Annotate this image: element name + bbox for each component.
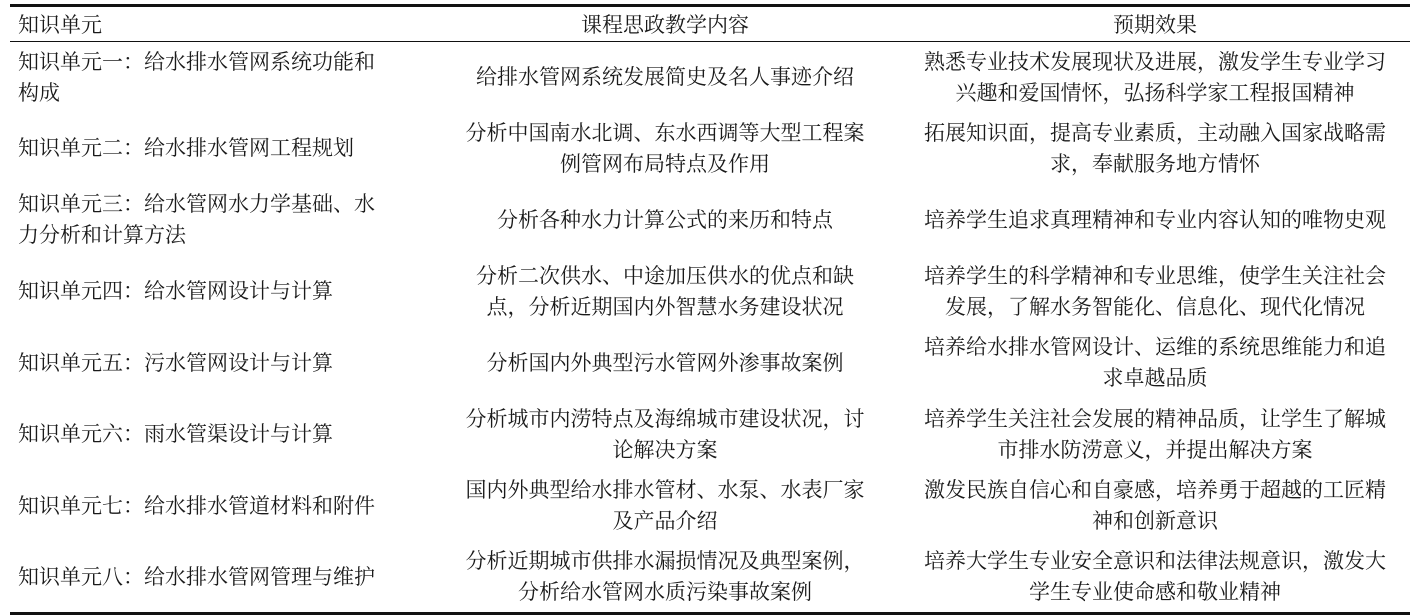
cell-text-line: 构成 <box>18 80 60 105</box>
cell-knowledge-unit <box>10 185 430 257</box>
cell-text-line: 学生专业使命感和敬业精神 <box>1029 580 1281 604</box>
cell-text-line: 分析城市内涝特点及海绵城市建设状况，讨 <box>465 406 865 431</box>
cell-knowledge-unit <box>10 471 430 543</box>
cell-text-line: 发展，了解水务智能化、信息化、现代化情况 <box>945 294 1365 319</box>
cell-knowledge-unit <box>10 328 430 400</box>
cell-text-line: 培养学生关注社会发展的精神品质，让学生了解城 <box>924 406 1386 431</box>
table-row <box>10 256 1410 328</box>
cell-teaching-content <box>430 399 900 471</box>
cell-text-line: 激发民族自信心和自豪感，培养勇于超越的工匠精 <box>924 478 1386 503</box>
cell-text-line: 知识单元二：给水排水管网工程规划 <box>18 136 354 161</box>
cell-text-line: 给排水管网系统发展简史及名人事迹介绍 <box>476 65 854 89</box>
cell-text-line: 分析给水管网水质污染事故案例 <box>518 580 812 604</box>
cell-text-line: 分析国内外典型污水管网外渗事故案例 <box>486 350 844 375</box>
cell-knowledge-unit <box>10 113 430 185</box>
cell-teaching-content <box>430 328 900 400</box>
table-row <box>10 328 1410 400</box>
cell-text-line: 力分析和计算方法 <box>18 223 186 248</box>
table-row <box>10 185 1410 257</box>
cell-expected-effect <box>900 399 1410 471</box>
cell-teaching-content <box>430 256 900 328</box>
table-row <box>10 399 1410 471</box>
cell-knowledge-unit <box>10 256 430 328</box>
cell-text-line: 知识单元八：给水排水管网管理与维护 <box>18 564 375 589</box>
course-table-container <box>10 4 1410 615</box>
cell-text-line: 论解决方案 <box>612 437 718 462</box>
cell-knowledge-unit <box>10 399 430 471</box>
cell-text-line: 及产品介绍 <box>612 509 718 534</box>
cell-expected-effect <box>900 185 1410 257</box>
cell-text-line: 拓展知识面，提高专业素质，主动融入国家战略需 <box>924 120 1386 145</box>
cell-text-line: 分析中国南水北调、东水西调等大型工程案 <box>465 120 865 145</box>
cell-text-line: 分析各种水力计算公式的来历和特点 <box>497 207 833 232</box>
cell-expected-effect <box>900 471 1410 543</box>
cell-expected-effect <box>900 113 1410 185</box>
cell-expected-effect <box>900 42 1410 114</box>
cell-teaching-content <box>430 42 900 114</box>
cell-text-line: 国内外典型给水排水管材、水泵、水表厂家 <box>465 478 865 503</box>
cell-text-line: 例管网布局特点及作用 <box>560 151 770 176</box>
cell-text-line: 求，奉献服务地方情怀 <box>1050 151 1260 176</box>
cell-text-line: 分析近期城市供排水漏损情况及典型案例， <box>465 549 865 573</box>
cell-teaching-content <box>430 471 900 543</box>
cell-knowledge-unit <box>10 42 430 114</box>
cell-expected-effect <box>900 256 1410 328</box>
cell-text-line: 培养学生追求真理精神和专业内容认知的唯物史观 <box>924 207 1386 232</box>
table-row <box>10 471 1410 543</box>
cell-knowledge-unit <box>10 542 430 614</box>
cell-text-line: 培养学生的科学精神和专业思维，使学生关注社会 <box>924 263 1386 288</box>
table-body <box>10 42 1410 614</box>
cell-teaching-content <box>430 113 900 185</box>
table-row <box>10 42 1410 114</box>
cell-text-line: 知识单元三：给水管网水力学基础、水 <box>18 192 375 217</box>
header-knowledge-unit: 知识单元 <box>10 6 430 42</box>
course-ideology-table <box>10 4 1410 615</box>
header-row <box>10 6 1410 42</box>
table-row <box>10 113 1410 185</box>
cell-teaching-content <box>430 185 900 257</box>
cell-text-line: 培养给水排水管网设计、运维的系统思维能力和追 <box>924 335 1386 360</box>
cell-text-line: 熟悉专业技术发展现状及进展，激发学生专业学习 <box>924 49 1386 74</box>
cell-text-line: 求卓越品质 <box>1102 366 1208 391</box>
cell-expected-effect <box>900 542 1410 614</box>
cell-text-line: 点，分析近期国内外智慧水务建设状况 <box>486 294 844 319</box>
cell-text-line: 兴趣和爱国情怀，弘扬科学家工程报国精神 <box>955 80 1355 105</box>
header-teaching-content: 课程思政教学内容 <box>430 6 900 42</box>
cell-text-line: 知识单元五：污水管网设计与计算 <box>18 350 333 375</box>
cell-text-line: 分析二次供水、中途加压供水的优点和缺 <box>476 263 854 288</box>
cell-text-line: 知识单元一：给水排水管网系统功能和 <box>18 49 375 74</box>
cell-expected-effect <box>900 328 1410 400</box>
cell-text-line: 知识单元六：雨水管渠设计与计算 <box>18 422 333 447</box>
table-header <box>10 6 1410 42</box>
header-expected-effect: 预期效果 <box>900 6 1410 42</box>
table-row <box>10 542 1410 614</box>
cell-text-line: 知识单元七：给水排水管道材料和附件 <box>18 493 375 518</box>
cell-teaching-content <box>430 542 900 614</box>
cell-text-line: 知识单元四：给水管网设计与计算 <box>18 279 333 304</box>
cell-text-line: 培养大学生专业安全意识和法律法规意识，激发大 <box>924 549 1386 573</box>
cell-text-line: 神和创新意识 <box>1092 509 1218 534</box>
cell-text-line: 市排水防涝意义，并提出解决方案 <box>997 437 1313 462</box>
